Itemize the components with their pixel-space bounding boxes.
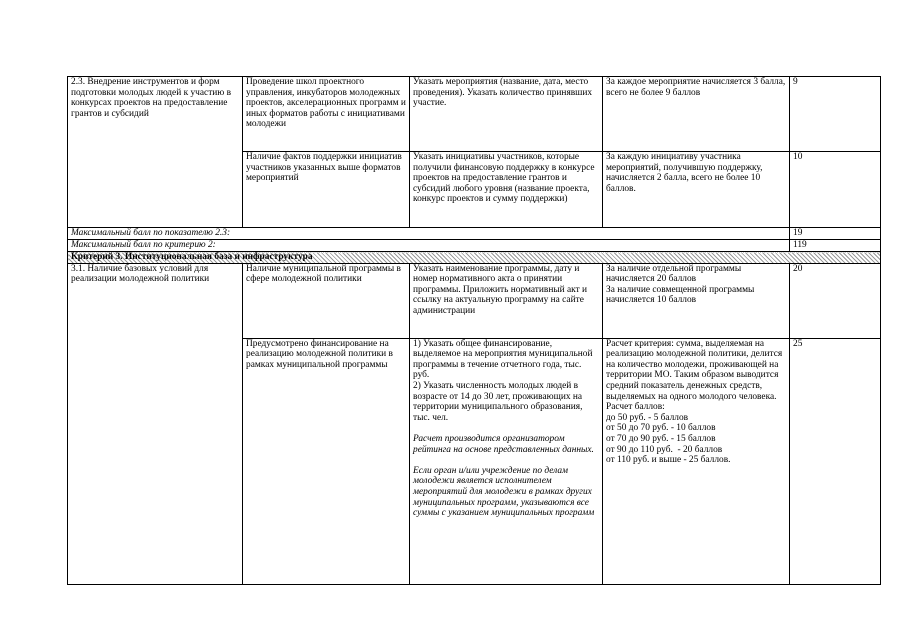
activity-cell: Наличие муниципальной программы в сфере молодежной политики [243, 263, 410, 338]
points-cell: 10 [790, 152, 881, 228]
activity-cell: Предусмотрено финансирование на реализацию молодежной политики в рамках муниципальной программы [243, 338, 410, 584]
criterion-header: Критерий 3. Институциональная база и инфраструктура [68, 252, 881, 264]
activity-cell: Наличие фактов поддержки инициатив участников указанных выше форматов мероприятий [243, 152, 410, 228]
table-row [68, 77, 881, 152]
scoring-cell: За каждое мероприятие начисляется 3 балла, всего не более 9 баллов [603, 77, 790, 152]
instruction-cell: Указать инициативы участников, которые получили финансовую поддержку в конкурсе проектов на предоставление грантов и субсидий любого уровня (название проекта, конкурс проектов и сумму поддержки) [410, 152, 603, 228]
indicator-cell: 2.3. Внедрение инструментов и форм подготовки молодых людей к участию в конкурсах проектов на предоставление грантов и субсидий [68, 77, 243, 228]
points-cell: 9 [790, 77, 881, 152]
table-row [68, 228, 881, 240]
criteria-table [67, 76, 881, 585]
scoring-cell: Расчет критерия: сумма, выделяемая на реализацию молодежной политики, делится на количество молодежи, проживающей на территории МО. Таким образом выводится средний показатель денежных средств, выделяемых на одного молодого человека. Расчет баллов: до 50 руб. - 5 баллов от 50 до 70 руб. - 10 баллов от 70 до 90 руб. - 15 баллов от 90 до 110 руб. - 20 баллов от 110 руб. и выше - 25 баллов. [603, 338, 790, 584]
max-indicator-value: 19 [790, 228, 881, 240]
instruction-cell: 1) Указать общее финансирование, выделяемое на мероприятия муниципальной программы в течение отчетного года, тыс. руб. 2) Указать численность молодых людей в возрасте от 14 до 30 лет, проживающих на территории муниципального образования, тыс. чел. Расчет производится организатором рейтинга на основе представленных данных. Если орган и/или учреждение по делам молодежи является исполнителем мероприятий для молодежи в рамках других муниципальных программ, указываются все суммы с указанием муниципальных программ [410, 338, 603, 584]
points-cell: 20 [790, 263, 881, 338]
max-criterion-value: 119 [790, 240, 881, 252]
max-indicator-label: Максимальный балл по показателю 2.3: [68, 228, 790, 240]
activity-cell: Проведение школ проектного управления, инкубаторов молодежных проектов, акселерационных программ и иных форматов работы с инициативами молодежи [243, 77, 410, 152]
instruction-cell: Указать наименование программы, дату и номер нормативного акта о принятии программы. Приложить нормативный акт и ссылку на актуальную программу на сайте администрации [410, 263, 603, 338]
indicator-cell: 3.1. Наличие базовых условий для реализации молодежной политики [68, 263, 243, 584]
instruction-cell: Указать мероприятия (название, дата, место проведения). Указать количество принявших участие. [410, 77, 603, 152]
table-row [68, 252, 881, 264]
points-cell: 25 [790, 338, 881, 584]
table-row [68, 263, 881, 338]
table-row [68, 240, 881, 252]
scoring-cell: За каждую инициативу участника мероприятий, получившую поддержку, начисляется 2 балла, всего не более 10 баллов. [603, 152, 790, 228]
scoring-cell: За наличие отдельной программы начисляется 20 баллов За наличие совмещенной программы начисляется 10 баллов [603, 263, 790, 338]
max-criterion-label: Максимальный балл по критерию 2: [68, 240, 790, 252]
